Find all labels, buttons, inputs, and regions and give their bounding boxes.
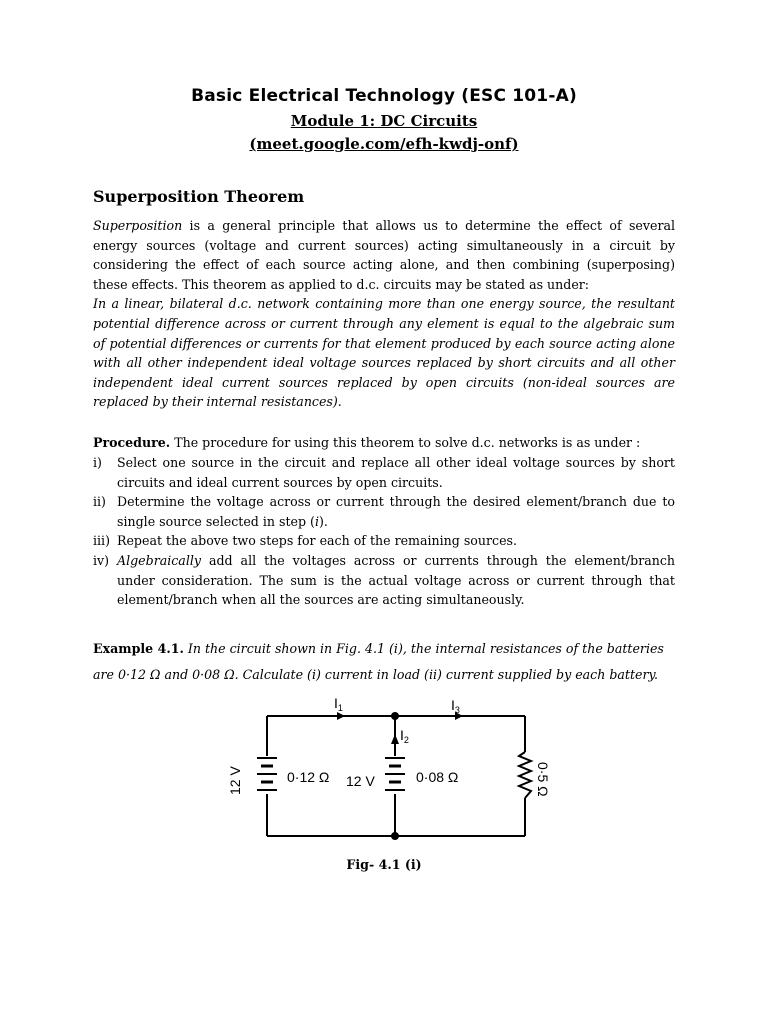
label-i1: $I_1$ [334, 695, 343, 713]
figure-caption: Fig- 4.1 (i) [346, 857, 422, 872]
step-number: i) [93, 455, 102, 470]
battery-1-voltage: 12 V [227, 766, 243, 795]
circuit-diagram [200, 690, 560, 850]
step-text: Determine the voltage across or current through the desired element/branch due to single source selected in step ( [117, 494, 675, 529]
meet-link[interactable]: (meet.google.com/efh-kwdj-onf) [249, 135, 519, 153]
step-text: add all the voltages across or currents through the element/branch under consideration. The sum is the actual voltage across or current through that element/branch when all the sources are acting simultaneously. [117, 552, 675, 608]
step-emphasis: i [314, 513, 319, 529]
arrow-i1 [337, 712, 345, 720]
example-text: In the circuit shown in Fig. 4.1 (i), the internal resistances of the batteries are 0·12 Ω and 0·08 Ω. Calculate (i) current in load (ii) current supplied by each battery. [93, 641, 664, 682]
procedure-paragraph [93, 433, 675, 453]
battery-2-resistance: 0·08 Ω [416, 769, 459, 785]
section-heading: Superposition Theorem [93, 187, 305, 206]
step-number: iv) [93, 552, 110, 568]
example-label: Example 4.1. [93, 641, 184, 656]
label-i3: $I_3$ [451, 697, 460, 715]
step-text: Repeat the above two steps for each of the remaining sources. [117, 533, 517, 549]
example-paragraph [93, 636, 675, 688]
battery-2 [385, 758, 405, 790]
intro-lead: Superposition [93, 218, 183, 233]
list-item [93, 492, 675, 531]
battery-1 [257, 758, 277, 790]
step-text-end: ). [319, 513, 328, 529]
arrow-i2 [391, 734, 399, 744]
step-text: Select one source in the circuit and replace all other ideal voltage sources by short circuits and ideal current sources by open circuits. [117, 455, 675, 490]
list-item [93, 453, 675, 492]
step-number: ii) [93, 494, 106, 510]
list-item [93, 531, 675, 551]
procedure-text: The procedure for using this theorem to solve d.c. networks is as under : [170, 435, 641, 450]
list-item [93, 551, 675, 610]
intro-text: is a general principle that allows us to determine the effect of several energy sources (voltage and current sources) acting simultaneously in a circuit by considering the effect of each source acting alone, and then combining (superposing) these effects. This theorem as applied to d.c. circuits may be stated as under: [93, 218, 675, 292]
battery-1-resistance: 0·12 Ω [287, 769, 330, 785]
label-i2: $I_2$ [400, 727, 409, 745]
junction-bottom [391, 832, 399, 840]
module-title: Module 1: DC Circuits [290, 112, 478, 130]
junction-top [391, 712, 399, 720]
step-number: iii) [93, 533, 110, 549]
load-resistance: 0·5 Ω [535, 762, 551, 797]
battery-2-voltage: 12 V [346, 773, 375, 789]
load-resistor [519, 752, 531, 798]
intro-paragraph [93, 216, 675, 412]
document-title: Basic Electrical Technology (ESC 101-A) [191, 86, 577, 106]
theorem-statement: In a linear, bilateral d.c. network containing more than one energy source, the resultant potential difference across or current through any element is equal to the algebraic sum of potential differences or currents for that element produced by each source acting alone with all other independent ideal voltage sources replaced by short circuits and all other independent ideal current sources replaced by open circuits (non-ideal sources are replaced by their internal resistances). [93, 296, 675, 410]
step-emphasis: Algebraically [117, 552, 201, 568]
procedure-label: Procedure. [93, 435, 171, 450]
procedure-steps [93, 453, 675, 610]
